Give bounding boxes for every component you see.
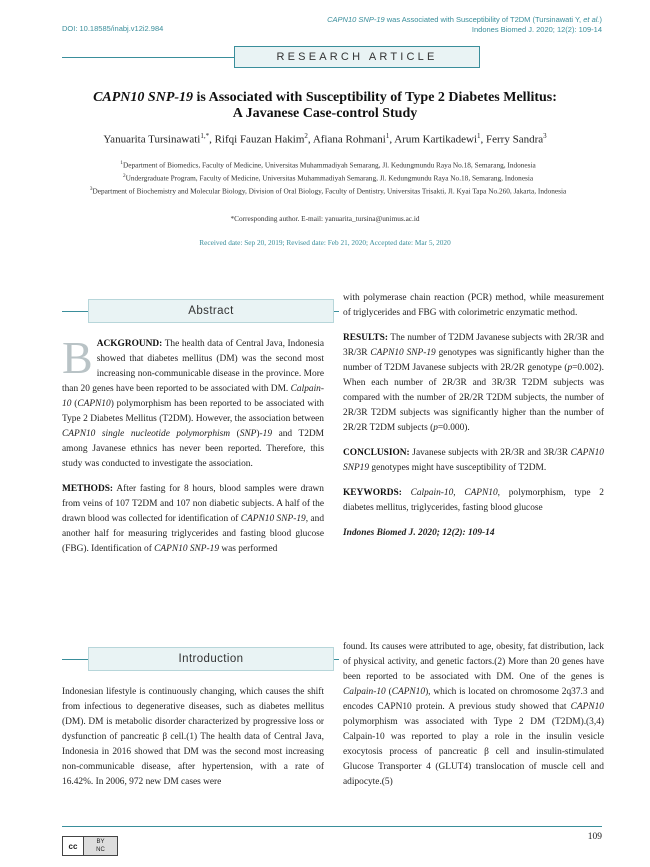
affiliation-sup: 1 bbox=[120, 160, 123, 166]
cc-icon: cc bbox=[63, 837, 84, 855]
affiliation-sup: 3 bbox=[89, 185, 93, 192]
author-name: Arum Kartikadewi bbox=[394, 133, 478, 146]
running-title-etal: et al. bbox=[583, 15, 600, 24]
author-name: Ferry Sandra bbox=[486, 133, 544, 146]
article-dates: Received date: Sep 20, 2019; Revised date: Feb 21, 2020; Accepted date: Mar 5, 2020 bbox=[199, 238, 451, 247]
conclusion-label: CONCLUSION: bbox=[343, 448, 410, 458]
author-name: Afiana Rohmani bbox=[312, 133, 386, 146]
affiliation-text: Department of Biochemistry and Molecular Biology, Division of Oral Biology, Faculty of Dentistry, Universitas Trisakti, Jl. Kyai Tapa No.260, Jakarta, Indonesia bbox=[92, 186, 567, 196]
article-type-label: RESEARCH ARTICLE bbox=[234, 46, 480, 68]
abstract-results: RESULTS: The number of T2DM Javanese subjects with 2R/3R and 3R/3R CAPN10 SNP-19 genotypes was significantly higher than the number of T2DM Javanese subjects with 2R/2R genotype (p=0.002). When each number of 2R/3R and 3R/3R T2DM subjects was compared with the number of 2R/2R T2DM subjects, the number of 2R/3R T2DM subjects was significantly higher than the number of 2R/2R T2DM subjects (p=0.000). bbox=[343, 333, 604, 433]
journal-reference: Indones Biomed J. 2020; 12(2): 109-14 bbox=[471, 25, 602, 34]
author-name: Rifqi Fauzan Hakim bbox=[214, 133, 305, 146]
cc-license-badge[interactable] bbox=[62, 836, 118, 856]
cc-by-label: BY bbox=[96, 839, 105, 845]
article-type-rule bbox=[62, 57, 234, 58]
author-sup: 1 bbox=[385, 132, 390, 140]
running-title-end: ) bbox=[599, 15, 602, 24]
abstract-conclusion: CONCLUSION: Javanese subjects with 2R/3R and 3R/3R CAPN10 SNP19 genotypes might have susceptibility of T2DM. bbox=[343, 448, 604, 473]
title-line2: A Javanese Case-control Study bbox=[232, 106, 418, 121]
cc-terms bbox=[84, 838, 117, 854]
intro-rule-right bbox=[334, 659, 339, 660]
author-sup: 1 bbox=[477, 132, 481, 140]
intro-paragraph-continued: found. Its causes were attributed to age, obesity, fat distribution, lack of physical activity, and genetic factors.(2) More than 20 genes have been reported to be associated with DM. One of the genes is Calpain-10 (CAPN10), which is located on chromosome 2q37.3 and encodes CAPN10 protein. A previous study showed that CAPN10 polymorphism was associated with Type 2 DM (T2DM).(3,4) Calpain-10 was reported to play a role in the insulin vesicle exocytosis process of pancreatic β cell and insulin-stimulated Glucose Transporter 4 (GLUT4) translocation of muscle cell and adipocyte.(5) bbox=[343, 642, 604, 787]
running-title-mid: was Associated with Susceptibility of T2DM (Tursinawati Y, bbox=[384, 15, 584, 24]
results-label: RESULTS: bbox=[343, 333, 388, 343]
abstract-background: BACKGROUND: The health data of Central Java, Indonesia showed that diabetes mellitus (DM) was the second most increasing non-communicable disease in the province. More than 20 genes have been reported to be associated with DM. Calpain-10 (CAPN10) polymorphism has been reported to be associated with Type 2 Diabetes Mellitus (T2DM). However, the association between CAPN10 single nucleotide polymorphism (SNP)-19 and T2DM among Javanese ethnics has never been reported. Therefore, this study was conducted to investigate the association. bbox=[62, 332, 325, 469]
abstract-methods-continued: with polymerase chain reaction (PCR) method, while measurement of triglycerides and FBG with colorimetric enzymatic method. bbox=[343, 293, 604, 318]
author-name: Yanuarita Tursinawati bbox=[103, 133, 201, 146]
abstract-heading: Abstract bbox=[88, 299, 334, 323]
abstract-right-column bbox=[343, 291, 604, 551]
affiliation-item bbox=[78, 158, 578, 171]
doi-text: DOI: 10.18585/inabj.v12i2.984 bbox=[62, 24, 164, 33]
article-type-bar bbox=[62, 46, 602, 68]
intro-rule-left bbox=[62, 659, 88, 660]
corresponding-author: *Corresponding author. E-mail: yanuarita_tursina@unimus.ac.id bbox=[230, 214, 420, 223]
author-sup: 3 bbox=[543, 132, 547, 140]
background-label: ACKGROUND: bbox=[96, 339, 163, 349]
article-title bbox=[62, 90, 588, 122]
footer-rule bbox=[62, 826, 602, 827]
methods-label: METHODS: bbox=[62, 484, 114, 494]
page-number: 109 bbox=[587, 832, 602, 842]
abstract-keywords: KEYWORDS: Calpain-10, CAPN10, polymorphism, type 2 diabetes mellitus, triglycerides, fasting blood glucose bbox=[343, 488, 604, 513]
abstract-rule-right bbox=[334, 311, 339, 312]
title-line1-rest: is Associated with Susceptibility of Type 2 Diabetes Mellitus: bbox=[193, 90, 557, 105]
running-title-italic: CAPN10 SNP-19 bbox=[327, 15, 385, 24]
intro-right-column bbox=[343, 640, 604, 800]
abstract-citation: Indones Biomed J. 2020; 12(2): 109-14 bbox=[343, 528, 495, 538]
abstract-methods: METHODS: After fasting for 8 hours, blood samples were drawn from veins of 107 T2DM and 107 non diabetic subjects. A half of the drawn blood was collected for identification of CAPN10 SNP-19, and another half for measuring triglycerides and fasting blood glucose (FBG). Identification of CAPN10 SNP-19 was performed bbox=[62, 484, 325, 554]
keywords-label: KEYWORDS: bbox=[343, 488, 402, 498]
affiliation-sup: 2 bbox=[122, 172, 126, 179]
introduction-heading: Introduction bbox=[88, 647, 334, 671]
drop-cap: B bbox=[62, 332, 93, 383]
intro-paragraph: Indonesian lifestyle is continuously changing, which causes the shift from infectious to degenerative diseases, such as diabetes mellitus (DM). DM is metabolic disorder characterized by progressive loss or dysfunction of pancreatic β cell.(1) The health data of Central Java, Indonesia in 2016 showed that DM was the second most increasing non-communicable disease, after hypertension, with a rate of 16.42%. In 2006, 972 new DM cases were bbox=[62, 687, 324, 787]
running-header bbox=[327, 15, 602, 35]
title-italic-part: CAPN10 SNP-19 bbox=[93, 90, 194, 105]
affiliation-item bbox=[78, 184, 578, 197]
cc-nc-label: NC bbox=[96, 847, 105, 853]
affiliation-text: Department of Biomedics, Faculty of Medicine, Universitas Muhammadiyah Semarang, Jl. Kedungmundu Raya No.18, Semarang, Indonesia bbox=[122, 160, 536, 170]
author-sup: 1,* bbox=[200, 132, 210, 140]
abstract-left-column bbox=[62, 332, 325, 567]
abstract-rule-left bbox=[62, 311, 88, 312]
author-sup: 2 bbox=[304, 132, 308, 140]
intro-left-column bbox=[62, 685, 324, 800]
affiliation-item bbox=[78, 171, 578, 184]
affiliations bbox=[78, 158, 578, 197]
author-list: Yanuarita Tursinawati$^{1,*}$, Rifqi Fauzan Hakim$^2$, Afiana Rohmani$^1$, Arum Kartikadewi$^1$, Ferry Sandra$^3$ bbox=[103, 132, 547, 146]
affiliation-text: Undergraduate Program, Faculty of Medicine, Universitas Muhammadiyah Semarang, Jl. Kedungmundu Raya No.18, Semarang, Indonesia bbox=[125, 173, 534, 183]
